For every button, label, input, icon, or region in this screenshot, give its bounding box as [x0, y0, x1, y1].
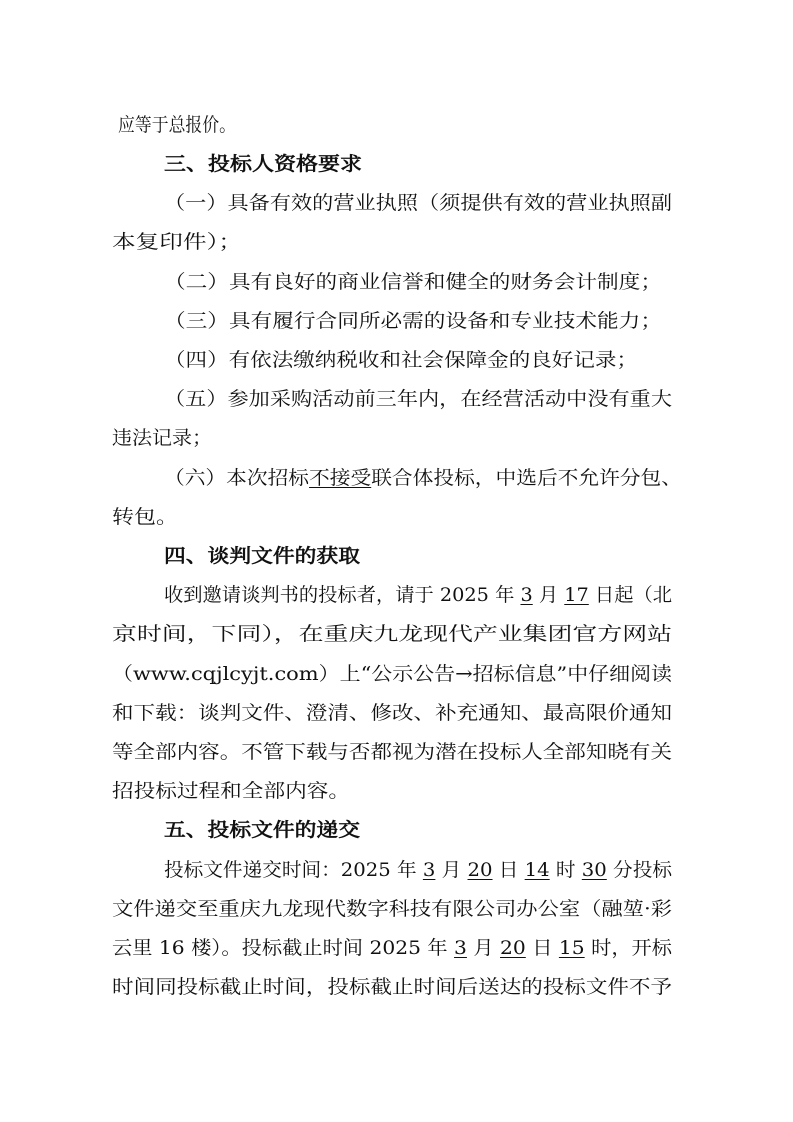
text-segment: 日起（北: [588, 584, 673, 606]
underlined-text: 20: [500, 937, 526, 959]
text-segment: （六）本次招标: [164, 467, 310, 489]
text-segment: 本复印件）；: [112, 231, 242, 253]
line-text: [118, 107, 236, 143]
body-line: [0, 734, 793, 770]
text-segment: 时: [549, 859, 582, 881]
line-text: [164, 577, 672, 613]
text-segment: 投标文件递交时间：2025 年: [164, 859, 423, 881]
line-text: [112, 930, 672, 966]
underlined-text: 20: [467, 859, 493, 881]
text-segment: 应等于总报价。: [118, 114, 236, 136]
body-line: [0, 852, 793, 888]
text-segment: （www.cqjlcyjt.com）上“公示公告→招标信息”中仔细阅读: [112, 663, 672, 685]
body-line: [0, 577, 793, 613]
text-segment: 三、投标人资格要求: [164, 153, 363, 175]
text-segment: （五）参加采购活动前三年内，在经营活动中没有重大: [164, 388, 673, 410]
text-segment: 四、谈判文件的获取: [164, 545, 361, 567]
line-text: [164, 538, 360, 574]
text-segment: 收到邀请谈判书的投标者，请于 2025 年: [164, 584, 521, 606]
line-text: [112, 616, 672, 652]
underlined-text: 不接受: [309, 467, 372, 489]
text-segment: 违法记录；: [112, 427, 213, 449]
line-text: [164, 342, 638, 378]
line-text: [164, 852, 672, 888]
section-heading: [0, 538, 793, 574]
body-line: [0, 891, 793, 927]
underlined-text: 17: [564, 584, 589, 606]
line-text: [112, 224, 242, 260]
text-segment: 文件递交至重庆九龙现代数字科技有限公司办公室（融堃·彩: [112, 898, 673, 920]
text-segment: 京时间，下同），在重庆九龙现代产业集团官方网站: [112, 623, 673, 645]
line-text: [112, 891, 672, 927]
section-heading: [0, 812, 793, 848]
text-segment: 招投标过程和全部内容。: [112, 780, 351, 802]
body-line: [0, 773, 793, 809]
text-segment: 日: [525, 937, 559, 959]
line-text: [164, 303, 662, 339]
line-text: [112, 773, 350, 809]
body-line: [0, 185, 793, 221]
body-line: [0, 264, 793, 300]
underlined-text: 3: [422, 859, 436, 881]
line-text: [164, 460, 682, 496]
text-segment: 月: [532, 584, 565, 606]
text-segment: 日: [492, 859, 525, 881]
underlined-text: 3: [454, 937, 467, 959]
section-heading: [0, 146, 793, 182]
body-line: [0, 303, 793, 339]
underlined-text: 14: [524, 859, 550, 881]
text-segment: 五、投标文件的递交: [164, 819, 361, 841]
underlined-text: 30: [581, 859, 607, 881]
line-text: [112, 969, 672, 1005]
text-segment: 时间同投标截止时间，投标截止时间后送达的投标文件不予: [112, 976, 673, 998]
body-line: [0, 969, 793, 1005]
line-text: [112, 656, 672, 692]
line-text: [112, 499, 178, 535]
line-text: [164, 381, 672, 417]
body-line: [0, 695, 793, 731]
underlined-text: 3: [520, 584, 533, 606]
line-text: [164, 185, 672, 221]
text-segment: 分投标: [606, 859, 672, 881]
text-segment: 和下载：谈判文件、澄清、修改、补充通知、最高限价通知: [112, 702, 673, 724]
text-segment: 联合体投标，中选后不允许分包、: [371, 467, 682, 489]
text-segment: 月: [466, 937, 501, 959]
body-line: [0, 342, 793, 378]
line-text: [112, 734, 672, 770]
line-text: [164, 812, 360, 848]
text-segment: （二）具有良好的商业信誉和健全的财务会计制度；: [164, 271, 662, 293]
text-segment: 月: [435, 859, 468, 881]
body-line: [0, 616, 793, 652]
body-line: [0, 460, 793, 496]
text-segment: 转包。: [112, 506, 179, 528]
body-line: [0, 224, 793, 260]
text-segment: （三）具有履行合同所必需的设备和专业技术能力；: [164, 310, 662, 332]
line-text: [164, 146, 362, 182]
line-text: [112, 420, 212, 456]
body-line: [0, 930, 793, 966]
underlined-text: 15: [558, 937, 585, 959]
text-segment: 时，开标: [584, 937, 673, 959]
line-text: [164, 264, 662, 300]
body-line: [0, 107, 793, 143]
text-segment: （四）有依法缴纳税收和社会保障金的良好记录；: [164, 349, 638, 371]
body-line: [0, 420, 793, 456]
body-line: [0, 499, 793, 535]
text-segment: 等全部内容。不管下载与否都视为潜在投标人全部知晓有关: [112, 741, 673, 763]
line-text: [112, 695, 672, 731]
body-line: [0, 656, 793, 692]
body-line: [0, 381, 793, 417]
text-segment: （一）具备有效的营业执照（须提供有效的营业执照副: [164, 192, 673, 214]
text-segment: 云里 16 楼）。投标截止时间 2025 年: [112, 937, 455, 959]
